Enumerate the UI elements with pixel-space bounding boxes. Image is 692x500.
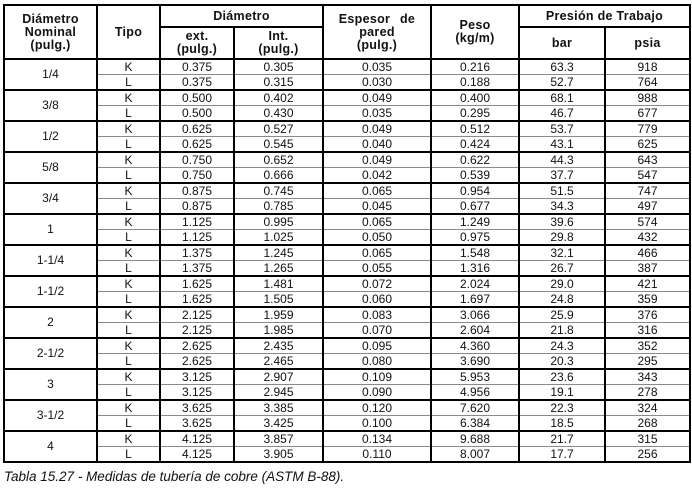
- bar-cell: 22.3: [519, 400, 605, 416]
- bar-cell: 29.8: [519, 230, 605, 246]
- tipo-cell: K: [97, 338, 160, 354]
- bar-cell: 32.1: [519, 245, 605, 261]
- int-cell: 3.905: [234, 447, 323, 463]
- nominal-size-cell: 3: [4, 369, 97, 400]
- header-line: (pulg.): [30, 37, 71, 52]
- table-row: [4, 121, 690, 137]
- int-cell: 1.245: [234, 245, 323, 261]
- table-row: [4, 106, 690, 122]
- psia-cell: 497: [605, 199, 690, 215]
- table-row: [4, 137, 690, 153]
- bar-cell: 53.7: [519, 121, 605, 137]
- table-row: [4, 400, 690, 416]
- espesor-cell: 0.049: [323, 90, 431, 106]
- ext-cell: 0.375: [160, 59, 234, 75]
- ext-cell: 0.750: [160, 152, 234, 168]
- bar-cell: 51.5: [519, 183, 605, 199]
- espesor-cell: 0.109: [323, 369, 431, 385]
- nominal-size-cell: 4: [4, 431, 97, 462]
- ext-cell: 3.125: [160, 369, 234, 385]
- nominal-size-cell: 3/8: [4, 90, 97, 121]
- tipo-cell: L: [97, 385, 160, 401]
- table-header: [4, 5, 690, 59]
- header-diametro: Diámetro: [160, 5, 323, 27]
- header-espesor: [323, 5, 431, 59]
- table-row: [4, 245, 690, 261]
- int-cell: 3.857: [234, 431, 323, 447]
- bar-cell: 21.8: [519, 323, 605, 339]
- header-line: (pulg.): [258, 42, 299, 56]
- peso-cell: 3.690: [431, 354, 519, 370]
- bar-cell: 52.7: [519, 75, 605, 91]
- ext-cell: 3.625: [160, 416, 234, 432]
- bar-cell: 25.9: [519, 307, 605, 323]
- peso-cell: 0.954: [431, 183, 519, 199]
- table-row: [4, 168, 690, 184]
- tipo-cell: L: [97, 199, 160, 215]
- ext-cell: 1.375: [160, 245, 234, 261]
- nominal-size-cell: 1/2: [4, 121, 97, 152]
- psia-cell: 295: [605, 354, 690, 370]
- header-line: (pulg.): [176, 42, 218, 56]
- tipo-cell: L: [97, 323, 160, 339]
- peso-cell: 4.360: [431, 338, 519, 354]
- header-line: Int.: [268, 29, 289, 43]
- nominal-size-cell: 1-1/2: [4, 276, 97, 307]
- ext-cell: 0.875: [160, 183, 234, 199]
- nominal-size-cell: 3-1/2: [4, 400, 97, 431]
- ext-cell: 3.625: [160, 400, 234, 416]
- tipo-cell: L: [97, 75, 160, 91]
- table-row: [4, 338, 690, 354]
- ext-cell: 1.125: [160, 230, 234, 246]
- bar-cell: 19.1: [519, 385, 605, 401]
- table-row: [4, 183, 690, 199]
- table-caption: Tabla 15.27 - Medidas de tubería de cobre (ASTM B-88).: [4, 469, 345, 484]
- tipo-cell: K: [97, 369, 160, 385]
- psia-cell: 278: [605, 385, 690, 401]
- espesor-cell: 0.045: [323, 199, 431, 215]
- peso-cell: 0.400: [431, 90, 519, 106]
- int-cell: 3.385: [234, 400, 323, 416]
- tipo-cell: L: [97, 447, 160, 463]
- int-cell: 0.785: [234, 199, 323, 215]
- table-row: [4, 261, 690, 277]
- ext-cell: 0.500: [160, 90, 234, 106]
- int-cell: 1.505: [234, 292, 323, 308]
- table-row: [4, 292, 690, 308]
- table-row: [4, 230, 690, 246]
- nominal-size-cell: 2-1/2: [4, 338, 97, 369]
- peso-cell: 7.620: [431, 400, 519, 416]
- espesor-cell: 0.042: [323, 168, 431, 184]
- table-row: [4, 369, 690, 385]
- espesor-cell: 0.030: [323, 75, 431, 91]
- espesor-cell: 0.065: [323, 183, 431, 199]
- peso-cell: 1.697: [431, 292, 519, 308]
- espesor-cell: 0.120: [323, 400, 431, 416]
- bar-cell: 44.3: [519, 152, 605, 168]
- tipo-cell: K: [97, 59, 160, 75]
- nominal-size-cell: 3/4: [4, 183, 97, 214]
- peso-cell: 0.975: [431, 230, 519, 246]
- int-cell: 2.465: [234, 354, 323, 370]
- peso-cell: 8.007: [431, 447, 519, 463]
- table-row: [4, 75, 690, 91]
- peso-cell: 4.956: [431, 385, 519, 401]
- int-cell: 1.481: [234, 276, 323, 292]
- tipo-cell: K: [97, 276, 160, 292]
- bar-cell: 20.3: [519, 354, 605, 370]
- int-cell: 2.945: [234, 385, 323, 401]
- bar-cell: 68.1: [519, 90, 605, 106]
- psia-cell: 432: [605, 230, 690, 246]
- ext-cell: 4.125: [160, 447, 234, 463]
- espesor-cell: 0.049: [323, 152, 431, 168]
- espesor-cell: 0.065: [323, 214, 431, 230]
- table-row: [4, 199, 690, 215]
- ext-cell: 1.625: [160, 292, 234, 308]
- tipo-cell: K: [97, 245, 160, 261]
- tipo-cell: L: [97, 137, 160, 153]
- psia-cell: 421: [605, 276, 690, 292]
- espesor-cell: 0.035: [323, 106, 431, 122]
- ext-cell: 2.625: [160, 338, 234, 354]
- tipo-cell: K: [97, 121, 160, 137]
- table-row: [4, 307, 690, 323]
- espesor-cell: 0.080: [323, 354, 431, 370]
- psia-cell: 547: [605, 168, 690, 184]
- int-cell: 0.305: [234, 59, 323, 75]
- psia-cell: 574: [605, 214, 690, 230]
- psia-cell: 387: [605, 261, 690, 277]
- psia-cell: 643: [605, 152, 690, 168]
- espesor-cell: 0.035: [323, 59, 431, 75]
- espesor-cell: 0.110: [323, 447, 431, 463]
- table-row: [4, 152, 690, 168]
- peso-cell: 0.512: [431, 121, 519, 137]
- espesor-cell: 0.090: [323, 385, 431, 401]
- ext-cell: 0.625: [160, 121, 234, 137]
- peso-cell: 5.953: [431, 369, 519, 385]
- nominal-size-cell: 1-1/4: [4, 245, 97, 276]
- tipo-cell: L: [97, 416, 160, 432]
- header-psia: psia: [605, 27, 690, 59]
- psia-cell: 747: [605, 183, 690, 199]
- psia-cell: 376: [605, 307, 690, 323]
- peso-cell: 0.677: [431, 199, 519, 215]
- tipo-cell: K: [97, 431, 160, 447]
- tipo-cell: L: [97, 261, 160, 277]
- peso-cell: 0.622: [431, 152, 519, 168]
- int-cell: 0.527: [234, 121, 323, 137]
- peso-cell: 0.188: [431, 75, 519, 91]
- int-cell: 1.959: [234, 307, 323, 323]
- tipo-cell: K: [97, 152, 160, 168]
- tipo-cell: K: [97, 214, 160, 230]
- header-diametro-nominal: [4, 5, 97, 59]
- psia-cell: 268: [605, 416, 690, 432]
- header-tipo: Tipo: [97, 5, 160, 59]
- int-cell: 0.430: [234, 106, 323, 122]
- psia-cell: 625: [605, 137, 690, 153]
- espesor-cell: 0.070: [323, 323, 431, 339]
- bar-cell: 39.6: [519, 214, 605, 230]
- espesor-cell: 0.134: [323, 431, 431, 447]
- header-line: ext.: [185, 29, 209, 43]
- espesor-cell: 0.065: [323, 245, 431, 261]
- espesor-cell: 0.040: [323, 137, 431, 153]
- table-row: [4, 385, 690, 401]
- ext-cell: 1.125: [160, 214, 234, 230]
- header-line: Nominal: [24, 24, 77, 39]
- header-line: Espesor de: [338, 11, 416, 26]
- bar-cell: 34.3: [519, 199, 605, 215]
- int-cell: 2.907: [234, 369, 323, 385]
- table-row: [4, 416, 690, 432]
- header-presion-trabajo: Presión de Trabajo: [519, 5, 690, 27]
- header-peso: [431, 5, 519, 59]
- peso-cell: 0.424: [431, 137, 519, 153]
- table-body: [4, 59, 690, 462]
- peso-cell: 6.384: [431, 416, 519, 432]
- peso-cell: 2.604: [431, 323, 519, 339]
- tipo-cell: K: [97, 90, 160, 106]
- table-row: [4, 59, 690, 75]
- psia-cell: 316: [605, 323, 690, 339]
- peso-cell: 9.688: [431, 431, 519, 447]
- psia-cell: 359: [605, 292, 690, 308]
- ext-cell: 3.125: [160, 385, 234, 401]
- tipo-cell: K: [97, 183, 160, 199]
- table-row: [4, 214, 690, 230]
- tipo-cell: K: [97, 307, 160, 323]
- int-cell: 0.745: [234, 183, 323, 199]
- psia-cell: 779: [605, 121, 690, 137]
- nominal-size-cell: 1: [4, 214, 97, 245]
- espesor-cell: 0.060: [323, 292, 431, 308]
- psia-cell: 677: [605, 106, 690, 122]
- espesor-cell: 0.050: [323, 230, 431, 246]
- table-row: [4, 276, 690, 292]
- bar-cell: 43.1: [519, 137, 605, 153]
- int-cell: 1.265: [234, 261, 323, 277]
- int-cell: 0.995: [234, 214, 323, 230]
- table-row: [4, 431, 690, 447]
- psia-cell: 918: [605, 59, 690, 75]
- nominal-size-cell: 2: [4, 307, 97, 338]
- table-row: [4, 447, 690, 463]
- ext-cell: 0.750: [160, 168, 234, 184]
- int-cell: 3.425: [234, 416, 323, 432]
- peso-cell: 0.539: [431, 168, 519, 184]
- psia-cell: 466: [605, 245, 690, 261]
- peso-cell: 1.548: [431, 245, 519, 261]
- psia-cell: 764: [605, 75, 690, 91]
- psia-cell: 352: [605, 338, 690, 354]
- ext-cell: 1.375: [160, 261, 234, 277]
- espesor-cell: 0.100: [323, 416, 431, 432]
- bar-cell: 21.7: [519, 431, 605, 447]
- ext-cell: 0.875: [160, 199, 234, 215]
- peso-cell: 1.316: [431, 261, 519, 277]
- int-cell: 0.545: [234, 137, 323, 153]
- espesor-cell: 0.095: [323, 338, 431, 354]
- espesor-cell: 0.083: [323, 307, 431, 323]
- tipo-cell: K: [97, 400, 160, 416]
- peso-cell: 0.295: [431, 106, 519, 122]
- ext-cell: 2.125: [160, 323, 234, 339]
- psia-cell: 315: [605, 431, 690, 447]
- psia-cell: 988: [605, 90, 690, 106]
- tipo-cell: L: [97, 292, 160, 308]
- ext-cell: 2.625: [160, 354, 234, 370]
- header-int: [234, 27, 323, 59]
- tipo-cell: L: [97, 168, 160, 184]
- header-line: Diámetro: [22, 11, 79, 26]
- int-cell: 1.025: [234, 230, 323, 246]
- table-row: [4, 90, 690, 106]
- tipo-cell: L: [97, 106, 160, 122]
- ext-cell: 1.625: [160, 276, 234, 292]
- tipo-cell: L: [97, 230, 160, 246]
- nominal-size-cell: 5/8: [4, 152, 97, 183]
- bar-cell: 46.7: [519, 106, 605, 122]
- espesor-cell: 0.072: [323, 276, 431, 292]
- int-cell: 0.402: [234, 90, 323, 106]
- int-cell: 0.652: [234, 152, 323, 168]
- copper-tubing-table: [3, 4, 691, 463]
- header-ext: [160, 27, 234, 59]
- bar-cell: 29.0: [519, 276, 605, 292]
- ext-cell: 0.375: [160, 75, 234, 91]
- bar-cell: 63.3: [519, 59, 605, 75]
- int-cell: 2.435: [234, 338, 323, 354]
- psia-cell: 324: [605, 400, 690, 416]
- espesor-cell: 0.049: [323, 121, 431, 137]
- bar-cell: 24.3: [519, 338, 605, 354]
- bar-cell: 17.7: [519, 447, 605, 463]
- header-line: (pulg.): [356, 37, 398, 52]
- peso-cell: 1.249: [431, 214, 519, 230]
- bar-cell: 37.7: [519, 168, 605, 184]
- table-row: [4, 354, 690, 370]
- bar-cell: 23.6: [519, 369, 605, 385]
- header-line: Peso: [459, 18, 491, 32]
- int-cell: 0.666: [234, 168, 323, 184]
- ext-cell: 4.125: [160, 431, 234, 447]
- ext-cell: 0.625: [160, 137, 234, 153]
- bar-cell: 24.8: [519, 292, 605, 308]
- psia-cell: 256: [605, 447, 690, 463]
- bar-cell: 26.7: [519, 261, 605, 277]
- peso-cell: 3.066: [431, 307, 519, 323]
- header-line: (kg/m): [455, 31, 495, 45]
- header-line: pared: [359, 24, 395, 39]
- ext-cell: 2.125: [160, 307, 234, 323]
- int-cell: 0.315: [234, 75, 323, 91]
- bar-cell: 18.5: [519, 416, 605, 432]
- peso-cell: 2.024: [431, 276, 519, 292]
- nominal-size-cell: 1/4: [4, 59, 97, 90]
- header-bar: bar: [519, 27, 605, 59]
- int-cell: 1.985: [234, 323, 323, 339]
- tipo-cell: L: [97, 354, 160, 370]
- ext-cell: 0.500: [160, 106, 234, 122]
- espesor-cell: 0.055: [323, 261, 431, 277]
- peso-cell: 0.216: [431, 59, 519, 75]
- psia-cell: 343: [605, 369, 690, 385]
- table-row: [4, 323, 690, 339]
